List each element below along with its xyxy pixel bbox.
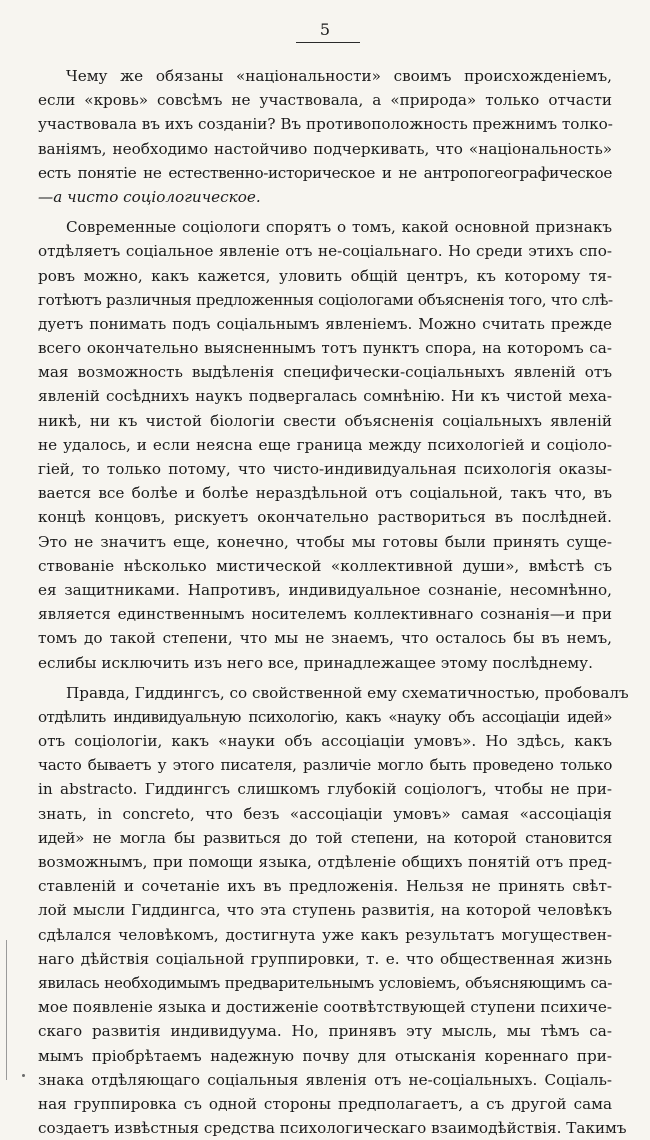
text-line: гіей, то только потому, что чисто-индивидуальная психологія оказы- (38, 460, 612, 478)
text-line: дуетъ понимать подъ соціальнымъ явленіемъ. Можно считать прежде (38, 314, 612, 333)
text-line: готѣютъ различныя предложенныя соціологами объясненія того, что слѣ- (38, 290, 613, 309)
text-line: концѣ концовъ, рискуетъ окончательно раствориться въ послѣдней. (38, 508, 612, 527)
text-line: часто бываетъ у этого писателя, различіе могло быть проведено только (38, 756, 612, 775)
text-line: ровъ можно, какъ кажется, уловить общій центръ, къ которому тя- (38, 266, 612, 285)
text-line: ея защитниками. Напротивъ, индивидуальное сознаніе, несомнѣнно, (38, 580, 612, 599)
text-line: отъ соціологіи, какъ «науки объ ассоціаціи умовъ». Но здѣсь, какъ (38, 732, 612, 751)
text-line: in abstracto. Гиддингсъ слишкомъ глубокій соціологъ, чтобы не при- (38, 780, 612, 799)
text-line: явилась необходимымъ предварительнымъ условіемъ, объясняющимъ са- (38, 973, 612, 992)
body-text (38, 64, 629, 1140)
text-line: лой мысли Гиддингса, что эта ступень развитія, на которой человѣкъ (38, 901, 612, 920)
text-line: вается все болѣе и болѣе нераздѣльной отъ соціальной, такъ что, въ (38, 484, 612, 503)
paragraph-2 (38, 215, 613, 675)
paragraph-1 (38, 64, 613, 209)
text-line (38, 185, 612, 209)
text-line: знака отдѣляющаго соціальныя явленія отъ не-соціальныхъ. Соціаль- (38, 1070, 612, 1089)
text-line: является единственнымъ носителемъ коллективнаго сознанія—и при (38, 605, 612, 624)
page-number: 5 (319, 20, 331, 39)
text-line: явленій сосѣднихъ наукъ подвергалась сомнѣнію. Ни къ чистой меха- (38, 387, 612, 406)
text-line: участвовала въ ихъ созданіи? Въ противоположность прежнимъ толко- (38, 115, 613, 134)
text-line: идей» не могла бы развиться до той степени, на которой становится (38, 828, 612, 847)
text-line: создаетъ извѣстныя средства психологическаго взаимодѣйствія. Такимъ (38, 1119, 627, 1138)
text-line: ная группировка съ одной стороны предполагаетъ, а съ другой сама (38, 1094, 612, 1113)
text-line: отдѣлить индивидуальную психологію, какъ «науку объ ассоціаціи идей» (38, 707, 612, 726)
text-line: ваніямъ, необходимо настойчиво подчеркивать, что «національность» (38, 139, 612, 158)
header-rule (296, 42, 360, 43)
text-line: возможнымъ, при помощи языка, отдѣленіе общихъ понятій отъ пред- (38, 853, 612, 871)
text-line: скаго развитія индивидуума. Но, принявъ эту мысль, мы тѣмъ са- (38, 1022, 612, 1041)
text-line: отдѣляетъ соціальное явленіе отъ не-соціальнаго. Но среди этихъ спо- (38, 242, 612, 261)
text-line: мымъ пріобрѣтаемъ надежную почву для отысканія кореннаго при- (38, 1046, 612, 1065)
text-line: есть понятіе не естественно-историческое и не антропогеографическое (38, 163, 612, 182)
text-line: Чему же обязаны «національности» своимъ происхожденіемъ, (66, 67, 612, 85)
text-line: ствованіе нѣсколько мистической «коллективной души», вмѣстѣ съ (38, 556, 612, 575)
text-line: еслибы исключить изъ него все, принадлежащее этому послѣднему. (38, 653, 593, 672)
text-line: если «кровь» совсѣмъ не участвовала, а «природа» только отчасти (38, 91, 612, 110)
text-line: ставленій и сочетаніе ихъ въ предложенія. Нельзя не принять свѣт- (38, 877, 612, 896)
paragraph-3 (38, 681, 629, 1140)
text-line: Правда, Гиддингсъ, со свойственной ему схематичностью, пробовалъ (66, 683, 629, 702)
text-line: не удалось, и если неясна еще граница между психологіей и соціоло- (38, 435, 612, 454)
scan-edge-mark (6, 940, 7, 1080)
text-line: никѣ, ни къ чистой біологіи свести объясненія соціальныхъ явленій (38, 411, 612, 430)
text-line: томъ до такой степени, что мы не знаемъ, что осталось бы въ немъ, (38, 629, 612, 648)
text-line: сдѣлался человѣкомъ, достигнута уже какъ результатъ могуществен- (38, 925, 612, 944)
text-line-content: —а чисто соціологическое. (38, 187, 261, 206)
text-line: наго дѣйствія соціальной группировки, т. е. что общественная жизнь (38, 949, 612, 968)
text-line: Современные соціологи спорятъ о томъ, какой основной признакъ (66, 218, 612, 237)
text-line: знать, in concreto, что безъ «ассоціаціи умовъ» самая «ассоціація (38, 804, 612, 823)
text-line: мое появленіе языка и достиженіе соотвѣтствующей ступени психиче- (38, 998, 612, 1017)
scan-speck (22, 1074, 25, 1077)
text-line: всего окончательно выясненнымъ тотъ пунктъ спора, на которомъ са- (38, 339, 612, 358)
text-line: Это не значитъ еще, конечно, чтобы мы готовы были принять суще- (38, 532, 612, 551)
text-line: мая возможность выдѣленія специфически-соціальныхъ явленій отъ (38, 363, 612, 382)
